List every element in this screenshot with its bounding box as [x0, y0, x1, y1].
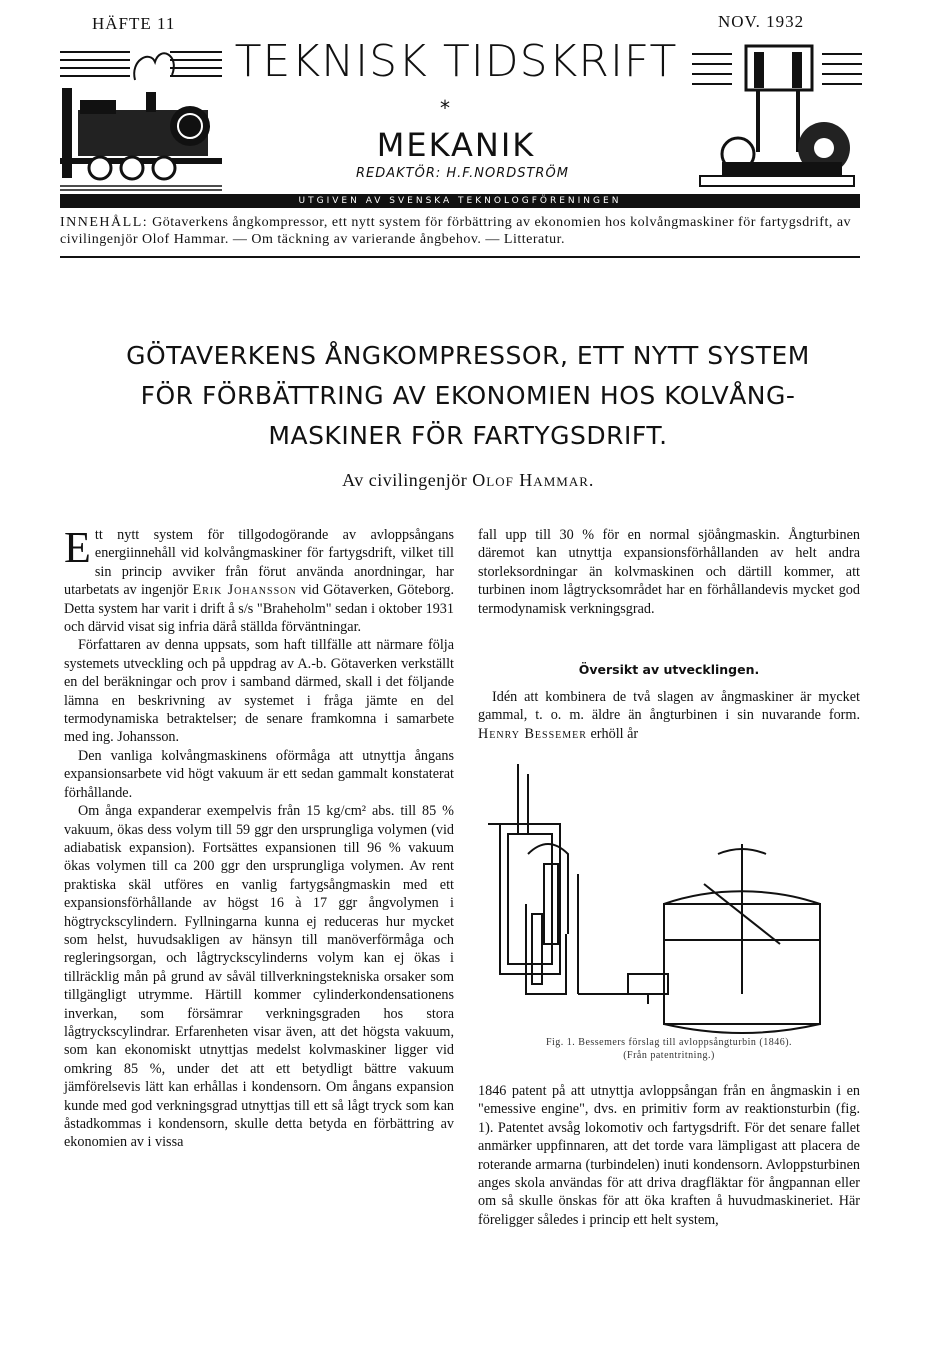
drop-cap: E [64, 523, 91, 572]
contents-label: INNEHÅLL: [60, 215, 149, 230]
paragraph-2: Författaren av denna uppsats, som haft tillfälle att närmare följa systemets utveckling och på uppdrag av A.-b. Götaverken verkställt en del beräkningar och prov i samband därmed, skall i det följande lämna en beskrivning av systemet i fråga jämte en del termodynamiska betraktelser; de senare framkomna i samarbete med ing. Johansson. [64, 637, 454, 746]
contents-text: Götaverkens ångkompressor, ett nytt system för förbättring av ekonomien hos kolvångmaskiner för fartygsdrift, av civilingenjör Olof Hammar. — Om täckning av varierande ångbehov. — Litteratur. [60, 215, 852, 247]
byline-suffix: . [588, 470, 594, 490]
person-name: Erik Johansson [192, 582, 297, 599]
author-name: Olof Hammar [472, 470, 589, 490]
paragraph-6: Idén att kombinera de två slagen av ångmaskiner är mycket gammal, t. o. m. äldre än ångturbinen i sin nuvarande form. Henry Bessemer erhöll år [478, 689, 860, 742]
article-title [40, 336, 896, 456]
right-column-middle [478, 688, 860, 743]
article-title-line-1: GÖTAVERKENS ÅNGKOMPRESSOR, ETT NYTT SYSTEM [126, 341, 810, 370]
issue-number: HÄFTE 11 [92, 14, 176, 33]
right-column-top [478, 526, 860, 618]
figure-caption-line-1: Fig. 1. Bessemers förslag till avloppsångturbin (1846). [545, 1037, 793, 1048]
paragraph-3: Den vanliga kolvångmaskinens oförmåga att utnyttja ångans expansionsarbete vid högt vakuum är ett sedan gammalt konstaterat förhållande. [64, 747, 454, 801]
right-column-bottom [478, 1082, 860, 1229]
paragraph-1: Ett nytt system för tillgodogörande av avloppsångans energiinnehåll vid kolvångmaskiner för fartygsdrift, vilket till sin princip avviker från förut använda anordningar, har utarbetats av ingenjör Erik Johansson vid Götaverken, Göteborg. Detta system har varit i drift å s/s "Braheholm" sedan i oktober 1931 och därvid visat sig infria därå ställda förväntningar. [64, 523, 454, 636]
person-name: Henry Bessemer [478, 725, 587, 742]
left-column [64, 523, 454, 1152]
figure-caption [478, 1036, 860, 1062]
issue-date: NOV. 1932 [718, 12, 805, 31]
figure-1-patent-drawing [478, 754, 860, 1034]
engine-illustration [692, 40, 862, 192]
publisher-banner: UTGIVEN AV SVENSKA TEKNOLOGFÖRENINGEN [60, 194, 860, 208]
editor-credit: REDAKTÖR: H.F.NORDSTRÖM [356, 166, 569, 181]
section-heading: Översikt av utvecklingen. [578, 662, 760, 677]
paragraph-7: 1846 patent på att utnyttja avloppsångan från en ångmaskin i en "emessive engine", dvs. en primitiv form av reaktionsturbin (fig. 1). Patentet avsåg lokomotiv och fartygsdrift. För det senare fallet anmärker uppfinnaren, att det torde vara lämpligast att placera de roterande armarna (turbindelen) inuti kondensorn. Avloppsturbinen anges skola användas för att driva dragfläktar för ångpannan eller om så skulle önskas för att öka kraften å huvudmaskineriet. Här föreligger således i princip ett helt system, [478, 1083, 860, 1228]
byline-prefix: Av civilingenjör [342, 470, 473, 490]
star-ornament-icon: * [440, 96, 450, 120]
locomotive-illustration [60, 40, 222, 192]
figure-caption-line-2: (Från patentritning.) [623, 1050, 715, 1061]
article-title-line-2: FÖR FÖRBÄTTRING AV EKONOMIEN HOS KOLVÅNG- [140, 381, 796, 410]
article-title-line-3: MASKINER FÖR FARTYGSDRIFT. [268, 421, 668, 450]
journal-title: TEKNISK TIDSKRIFT [234, 36, 678, 87]
byline [40, 470, 896, 491]
table-of-contents [60, 214, 860, 248]
paragraph-5: fall upp till 30 % för en normal sjöångmaskin. Ångturbinen däremot kan utnyttja expansionsförhållanden av helt andra storleksordningar än kolvmaskinen och därtill kommer, att turbinen inom lågtrycksområdet har en förhållandevis mycket god termodynamisk verkningsgrad. [478, 527, 860, 617]
header-divider [60, 256, 860, 258]
section-title: MEKANIK [376, 126, 536, 164]
paragraph-4: Om ånga expanderar exempelvis från 15 kg/cm² abs. till 85 % vakuum, ökas dess volym till 59 ggr den ursprungliga volymen (vid adiabatisk expansion). Fortsättes expansionen till 96 % vakuum ökas volymen till ca 200 ggr den ursprungliga volymen. Av rent praktiska skäl utföres en vanlig fartygsångmaskin med ett expansionsförhållande av högst 16 à 17 ggr ångvolymen i högtryckscylindern. Fyllningarna kunna ej reduceras hur mycket som helst, huvudsakligen av hänsyn till manöverförmåga och regleringsorgan, och lågtryckscylinderns volym kan ej ökas i tillräcklig mån på grund av såväl tillverkningstekniska orsaker som tillgängligt utrymme. Härtill kommer cylinderkondensationens inverkan, som försämrar verkningsgraden hos stora lågtryckscylindrar. Erfarenheten visar även, att det högsta vakuum, som kan ekonomiskt utnyttjas medelst kolvmaskiner ligger vid omkring 85 %, under det att ett betydligt bättre vakuum jämförelsevis lätt kan erhållas i kondensorn. Om ångans expansion kunde med god verkningsgrad utnyttjas till ett så lågt tryck som kan åstadkommas i kondensorn, skulle detta betyda en förbättring av ekonomien av i vissa [64, 803, 454, 1151]
